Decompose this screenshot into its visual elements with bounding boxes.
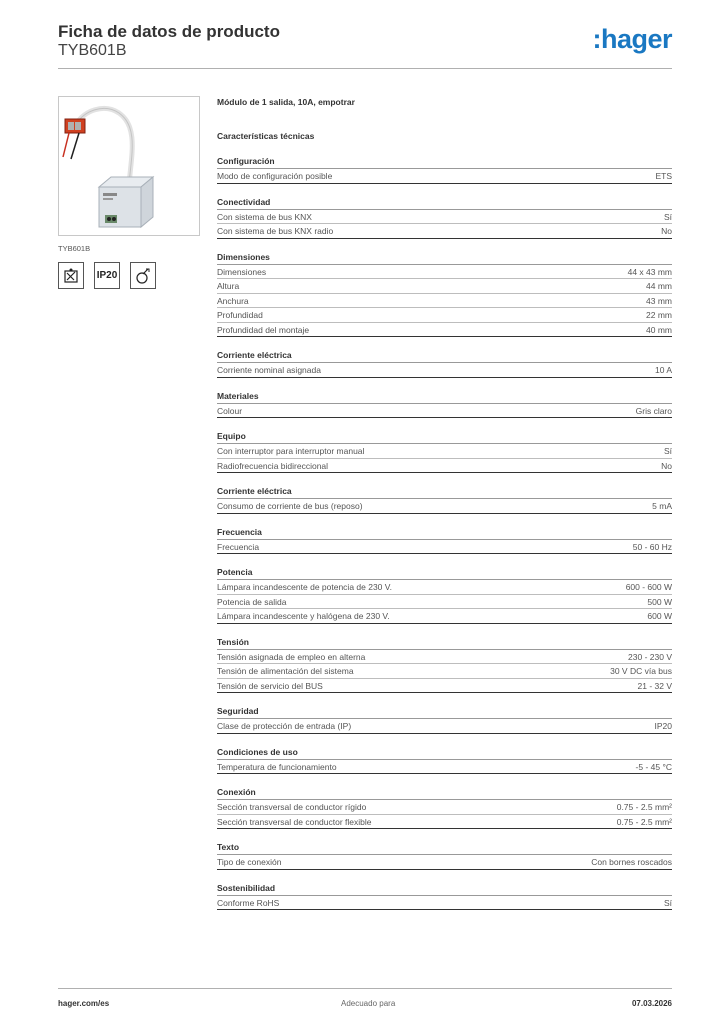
document-title: Ficha de datos de producto [58, 22, 280, 41]
spec-label: Sección transversal de conductor rígido [217, 802, 367, 812]
spec-value: 44 mm [646, 281, 672, 291]
spec-label: Conforme RoHS [217, 897, 280, 908]
spec-label: Modo de configuración posible [217, 171, 333, 181]
spec-value: 30 V DC vía bus [610, 666, 672, 676]
spec-row [217, 679, 672, 694]
spec-value: 600 W [647, 611, 672, 621]
spec-row [217, 265, 672, 280]
section-title: Equipo [217, 430, 672, 444]
spec-label: Tensión de servicio del BUS [217, 680, 323, 691]
spec-value: IP20 [654, 721, 672, 731]
spec-value: 21 - 32 V [637, 680, 672, 691]
spec-value: 50 - 60 Hz [632, 541, 672, 552]
spec-value: -5 - 45 °C [635, 761, 672, 772]
spec-label: Colour [217, 405, 243, 416]
spec-row [217, 499, 672, 514]
product-image [58, 96, 200, 236]
spec-sections [217, 155, 672, 910]
section-title: Frecuencia [217, 526, 672, 540]
spec-value: Gris claro [635, 405, 672, 416]
spec-label: Tensión asignada de empleo en alterna [217, 651, 366, 662]
spec-row [217, 580, 672, 595]
spec-section [217, 841, 672, 870]
spec-label: Consumo de corriente de bus (reposo) [217, 501, 363, 511]
spec-label: Temperatura de funcionamiento [217, 761, 337, 772]
spec-row [217, 664, 672, 679]
spec-label: Potencia de salida [217, 596, 287, 607]
header-divider [58, 68, 672, 69]
spec-row [217, 279, 672, 294]
spec-value: 500 W [647, 596, 672, 607]
spec-section [217, 390, 672, 419]
spec-value: 0.75 - 2.5 mm² [616, 816, 672, 827]
spec-label: Con sistema de bus KNX [217, 211, 312, 222]
spec-row [217, 896, 672, 911]
section-title: Seguridad [217, 705, 672, 719]
spec-label: Radiofrecuencia bidireccional [217, 460, 329, 471]
spec-value: Sí [663, 446, 672, 456]
section-title: Conectividad [217, 196, 672, 210]
page-header [58, 20, 672, 68]
spec-value: 22 mm [646, 310, 672, 320]
spec-section [217, 485, 672, 514]
feature-icons [58, 262, 156, 289]
spec-value: 0.75 - 2.5 mm² [616, 802, 672, 812]
spec-row [217, 800, 672, 815]
spec-label: Sección transversal de conductor flexible [217, 816, 372, 827]
spec-section [217, 349, 672, 378]
spec-value: Con bornes roscados [591, 857, 672, 867]
ip20-icon: IP20 [94, 262, 120, 289]
spec-row [217, 540, 672, 555]
spec-row [217, 760, 672, 775]
spec-label: Tensión de alimentación del sistema [217, 666, 354, 676]
spec-row [217, 404, 672, 419]
spec-value: 600 - 600 W [625, 582, 672, 592]
spec-value: 44 x 43 mm [627, 266, 672, 277]
spec-row [217, 169, 672, 184]
section-title: Corriente eléctrica [217, 485, 672, 499]
spec-label: Lámpara incandescente de potencia de 230 V. [217, 582, 393, 592]
section-title: Texto [217, 841, 672, 855]
section-title: Condiciones de uso [217, 746, 672, 760]
footer-divider [58, 988, 672, 989]
spec-row [217, 444, 672, 459]
spec-row [217, 459, 672, 474]
spec-value: 40 mm [646, 324, 672, 335]
spec-section [217, 251, 672, 338]
image-caption: TYB601B [58, 244, 91, 253]
spec-section [217, 882, 672, 911]
spec-section [217, 155, 672, 184]
characteristics-title: Características técnicas [217, 131, 315, 141]
spec-row [217, 363, 672, 378]
section-title: Conexión [217, 786, 672, 800]
spec-label: Profundidad del montaje [217, 324, 310, 335]
spec-row [217, 308, 672, 323]
spec-value: 10 A [654, 365, 672, 375]
spec-row [217, 224, 672, 239]
spec-label: Altura [217, 281, 240, 291]
spec-value: Sí [663, 211, 672, 222]
footer-website: hager.com/es [58, 999, 110, 1008]
spec-row [217, 815, 672, 830]
spec-value: No [661, 226, 672, 236]
manual-switch-icon [58, 262, 84, 289]
spec-section [217, 786, 672, 829]
spec-row [217, 210, 672, 225]
section-title: Corriente eléctrica [217, 349, 672, 363]
spec-row [217, 609, 672, 624]
spec-value: Sí [663, 897, 672, 908]
spec-row [217, 719, 672, 734]
spec-value: 230 - 230 V [628, 651, 672, 662]
spec-label: Clase de protección de entrada (IP) [217, 721, 352, 731]
spec-section [217, 636, 672, 694]
spec-label: Tipo de conexión [217, 857, 282, 867]
spec-value: No [661, 460, 672, 471]
spec-value: 43 mm [646, 295, 672, 306]
section-title: Configuración [217, 155, 672, 169]
spec-row [217, 650, 672, 665]
spec-label: Frecuencia [217, 541, 260, 552]
spec-row [217, 323, 672, 338]
spec-row [217, 855, 672, 870]
spec-section [217, 196, 672, 239]
product-description: Módulo de 1 salida, 10A, empotrar [217, 97, 355, 107]
footer-note: Adecuado para [341, 999, 396, 1008]
section-title: Dimensiones [217, 251, 672, 265]
spec-row [217, 294, 672, 309]
spec-label: Dimensiones [217, 266, 267, 277]
product-module-illustration [59, 97, 199, 235]
spec-label: Lámpara incandescente y halógena de 230 V. [217, 611, 390, 621]
spec-value: ETS [655, 171, 672, 181]
spec-label: Anchura [217, 295, 249, 306]
spec-section [217, 705, 672, 734]
spec-section [217, 526, 672, 555]
spec-label: Con interruptor para interruptor manual [217, 446, 365, 456]
section-title: Potencia [217, 566, 672, 580]
footer-date: 07.03.2026 [631, 999, 672, 1008]
spec-label: Con sistema de bus KNX radio [217, 226, 334, 236]
radio-frequency-icon [130, 262, 156, 289]
hager-logo: :hager [592, 24, 672, 54]
product-reference: TYB601B [58, 42, 127, 59]
spec-section [217, 430, 672, 473]
spec-section [217, 746, 672, 775]
spec-value: 5 mA [652, 501, 672, 511]
section-title: Materiales [217, 390, 672, 404]
spec-label: Profundidad [217, 310, 263, 320]
section-title: Sostenibilidad [217, 882, 672, 896]
spec-section [217, 566, 672, 624]
spec-row [217, 595, 672, 610]
spec-label: Corriente nominal asignada [217, 365, 321, 375]
specifications [217, 95, 672, 910]
section-title: Tensión [217, 636, 672, 650]
